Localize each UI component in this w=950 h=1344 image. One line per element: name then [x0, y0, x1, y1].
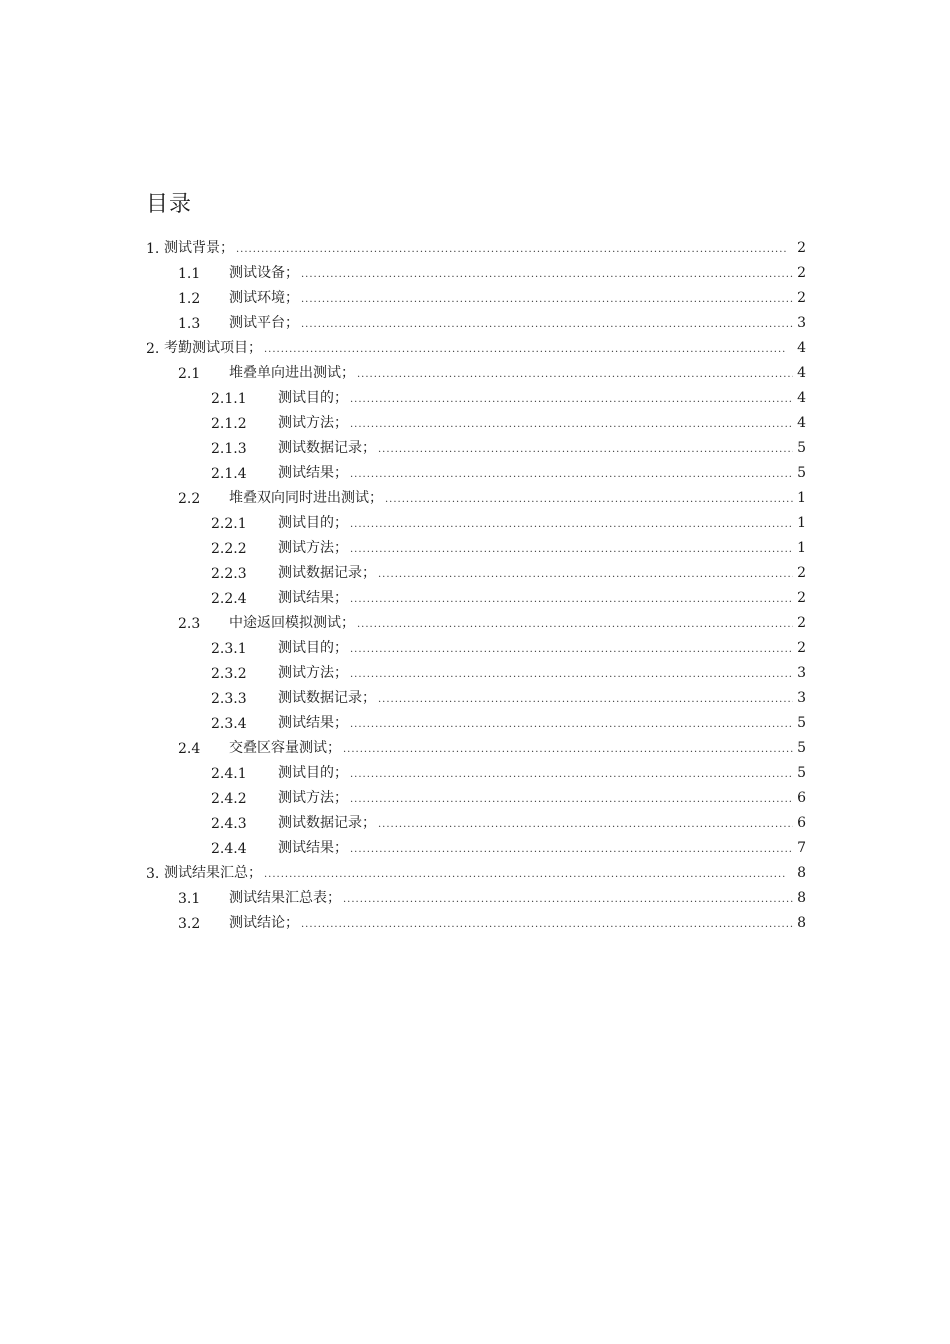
toc-entry-body — [164, 239, 806, 259]
toc-entry-text: 测试设备； — [229, 264, 299, 281]
toc-dot-leader — [357, 366, 793, 384]
toc-entry[interactable] — [0, 461, 950, 486]
toc-entry-text: 测试方法； — [278, 539, 348, 556]
toc-entry-number: 2.2.1 — [211, 515, 247, 532]
toc-entry-page-number: 5 — [797, 764, 806, 781]
toc-entry-page-number: 6 — [797, 814, 806, 831]
toc-entry-body — [278, 539, 806, 559]
toc-dot-leader — [301, 916, 793, 934]
toc-entry-page-number: 2 — [797, 289, 806, 306]
toc-dot-leader — [350, 841, 793, 859]
toc-entry-text: 测试背景； — [164, 239, 234, 256]
toc-entry-number: 2.2.3 — [211, 565, 247, 582]
toc-entry-text: 测试结果； — [278, 714, 348, 731]
toc-dot-leader — [301, 291, 793, 309]
toc-entry-number: 2.4.1 — [211, 765, 247, 782]
toc-entry-body — [278, 389, 806, 409]
toc-entry-body — [229, 314, 806, 334]
toc-entry-page-number: 5 — [797, 464, 806, 481]
toc-entry-number: 2.3 — [178, 615, 201, 632]
toc-entry[interactable] — [0, 286, 950, 311]
toc-dot-leader — [301, 316, 793, 334]
toc-dot-leader — [378, 566, 793, 584]
toc-entry[interactable] — [0, 886, 950, 911]
toc-dot-leader — [264, 866, 787, 884]
toc-entry-text: 测试平台； — [229, 314, 299, 331]
toc-entry[interactable] — [0, 911, 950, 936]
toc-entry-body — [229, 489, 806, 509]
toc-entry-page-number: 2 — [797, 639, 806, 656]
toc-entry-number: 2.2.4 — [211, 590, 247, 607]
toc-entry-number: 2.3.4 — [211, 715, 247, 732]
toc-dot-leader — [343, 741, 793, 759]
toc-entry-body — [278, 689, 806, 709]
toc-entry-page-number: 8 — [797, 914, 806, 931]
toc-entry-text: 测试结论； — [229, 914, 299, 931]
toc-entry-text: 测试结果汇总； — [164, 864, 262, 881]
toc-entry[interactable] — [0, 861, 950, 886]
toc-dot-leader — [350, 791, 793, 809]
toc-entry-number: 2.2 — [178, 490, 201, 507]
toc-entry-page-number: 8 — [797, 889, 806, 906]
toc-title: 目录 — [146, 192, 193, 217]
toc-entry-text: 测试方法； — [278, 664, 348, 681]
toc-entry-number: 2.4 — [178, 740, 201, 757]
toc-entry[interactable] — [0, 336, 950, 361]
toc-entry-body — [278, 464, 806, 484]
toc-entry[interactable] — [0, 636, 950, 661]
toc-list — [0, 236, 950, 936]
toc-entry-text: 堆叠单向进出测试； — [229, 364, 355, 381]
toc-entry[interactable] — [0, 761, 950, 786]
toc-dot-leader — [350, 666, 793, 684]
toc-dot-leader — [236, 241, 787, 259]
toc-entry-number: 1. — [146, 240, 160, 257]
toc-entry[interactable] — [0, 511, 950, 536]
toc-entry[interactable] — [0, 486, 950, 511]
toc-entry[interactable] — [0, 711, 950, 736]
toc-entry-number: 2.3.2 — [211, 665, 247, 682]
toc-entry-page-number: 4 — [797, 364, 806, 381]
toc-entry-number: 2. — [146, 340, 160, 357]
toc-dot-leader — [350, 716, 793, 734]
toc-entry-page-number: 2 — [797, 239, 806, 256]
toc-entry-body — [229, 914, 806, 934]
toc-entry-text: 测试数据记录； — [278, 814, 376, 831]
toc-entry-body — [278, 814, 806, 834]
toc-entry-number: 2.2.2 — [211, 540, 247, 557]
toc-entry-body — [278, 664, 806, 684]
toc-entry-number: 2.3.3 — [211, 690, 247, 707]
toc-entry[interactable] — [0, 311, 950, 336]
toc-entry-page-number: 5 — [797, 714, 806, 731]
toc-entry[interactable] — [0, 236, 950, 261]
toc-entry-body — [278, 414, 806, 434]
toc-entry-body — [278, 514, 806, 534]
toc-dot-leader — [343, 891, 793, 909]
toc-dot-leader — [385, 491, 793, 509]
toc-dot-leader — [350, 466, 793, 484]
toc-entry-page-number: 2 — [797, 264, 806, 281]
toc-entry-page-number: 3 — [797, 689, 806, 706]
toc-entry-number: 1.2 — [178, 290, 201, 307]
toc-entry-body — [164, 339, 806, 359]
toc-entry[interactable] — [0, 536, 950, 561]
toc-entry[interactable] — [0, 436, 950, 461]
toc-entry-text: 考勤测试项目； — [164, 339, 262, 356]
toc-entry-text: 测试数据记录； — [278, 689, 376, 706]
toc-entry[interactable] — [0, 811, 950, 836]
toc-entry[interactable] — [0, 661, 950, 686]
toc-entry[interactable] — [0, 561, 950, 586]
toc-entry[interactable] — [0, 736, 950, 761]
toc-entry-number: 2.1.4 — [211, 465, 247, 482]
toc-dot-leader — [350, 516, 793, 534]
toc-entry-number: 2.4.3 — [211, 815, 247, 832]
toc-entry-body — [278, 764, 806, 784]
toc-entry-number: 3.1 — [178, 890, 201, 907]
toc-entry-page-number: 1 — [797, 489, 806, 506]
toc-entry-page-number: 2 — [797, 614, 806, 631]
toc-entry-text: 测试结果汇总表； — [229, 889, 341, 906]
toc-entry-page-number: 1 — [797, 514, 806, 531]
toc-entry-number: 2.1 — [178, 365, 201, 382]
toc-entry-body — [278, 439, 806, 459]
toc-entry-number: 2.4.2 — [211, 790, 247, 807]
toc-entry-body — [229, 614, 806, 634]
toc-dot-leader — [357, 616, 793, 634]
toc-entry-text: 测试方法； — [278, 789, 348, 806]
toc-entry-text: 测试目的； — [278, 764, 348, 781]
toc-entry-body — [164, 864, 806, 884]
toc-entry-body — [229, 364, 806, 384]
toc-entry-number: 1.3 — [178, 315, 201, 332]
toc-entry-page-number: 2 — [797, 564, 806, 581]
toc-entry-page-number: 1 — [797, 539, 806, 556]
toc-entry-text: 测试目的； — [278, 639, 348, 656]
toc-entry-text: 测试方法； — [278, 414, 348, 431]
toc-dot-leader — [350, 591, 793, 609]
toc-entry-page-number: 4 — [797, 339, 806, 356]
toc-entry[interactable] — [0, 611, 950, 636]
toc-entry-body — [278, 789, 806, 809]
toc-entry-page-number: 3 — [797, 664, 806, 681]
toc-dot-leader — [378, 816, 793, 834]
toc-entry-page-number: 5 — [797, 739, 806, 756]
toc-entry-body — [278, 589, 806, 609]
toc-entry-number: 2.3.1 — [211, 640, 247, 657]
toc-entry-page-number: 2 — [797, 589, 806, 606]
toc-entry[interactable] — [0, 586, 950, 611]
toc-entry-page-number: 3 — [797, 314, 806, 331]
toc-dot-leader — [350, 416, 793, 434]
toc-entry[interactable] — [0, 786, 950, 811]
toc-entry-text: 测试环境； — [229, 289, 299, 306]
toc-entry-number: 2.1.2 — [211, 415, 247, 432]
toc-entry-page-number: 5 — [797, 439, 806, 456]
toc-entry-body — [278, 639, 806, 659]
toc-dot-leader — [378, 691, 793, 709]
toc-entry-page-number: 8 — [797, 864, 806, 881]
toc-entry-number: 3. — [146, 865, 160, 882]
toc-entry-body — [278, 564, 806, 584]
toc-entry-text: 测试目的； — [278, 514, 348, 531]
toc-dot-leader — [264, 341, 787, 359]
toc-entry[interactable] — [0, 836, 950, 861]
toc-entry-number: 2.1.1 — [211, 390, 247, 407]
toc-entry-page-number: 4 — [797, 414, 806, 431]
toc-entry[interactable] — [0, 386, 950, 411]
toc-entry-number: 3.2 — [178, 915, 201, 932]
toc-entry-text: 测试结果； — [278, 464, 348, 481]
toc-entry-body — [229, 889, 806, 909]
toc-entry-number: 1.1 — [178, 265, 201, 282]
toc-entry[interactable] — [0, 361, 950, 386]
toc-entry-text: 测试数据记录； — [278, 439, 376, 456]
toc-entry-page-number: 4 — [797, 389, 806, 406]
toc-entry-page-number: 7 — [797, 839, 806, 856]
toc-dot-leader — [301, 266, 793, 284]
toc-entry-body — [229, 289, 806, 309]
toc-entry-number: 2.1.3 — [211, 440, 247, 457]
toc-entry-page-number: 6 — [797, 789, 806, 806]
toc-entry-text: 交叠区容量测试； — [229, 739, 341, 756]
toc-entry-body — [278, 839, 806, 859]
toc-dot-leader — [350, 391, 793, 409]
toc-entry-body — [278, 714, 806, 734]
toc-dot-leader — [350, 766, 793, 784]
toc-entry-text: 中途返回模拟测试； — [229, 614, 355, 631]
toc-entry-number: 2.4.4 — [211, 840, 247, 857]
toc-entry-text: 测试结果； — [278, 839, 348, 856]
toc-entry[interactable] — [0, 261, 950, 286]
toc-entry-text: 测试目的； — [278, 389, 348, 406]
toc-entry[interactable] — [0, 411, 950, 436]
toc-dot-leader — [350, 541, 793, 559]
toc-entry-body — [229, 739, 806, 759]
toc-entry-body — [229, 264, 806, 284]
toc-dot-leader — [378, 441, 793, 459]
toc-entry-text: 测试数据记录； — [278, 564, 376, 581]
toc-entry[interactable] — [0, 686, 950, 711]
toc-entry-text: 堆叠双向同时进出测试； — [229, 489, 383, 506]
toc-dot-leader — [350, 641, 793, 659]
toc-entry-text: 测试结果； — [278, 589, 348, 606]
